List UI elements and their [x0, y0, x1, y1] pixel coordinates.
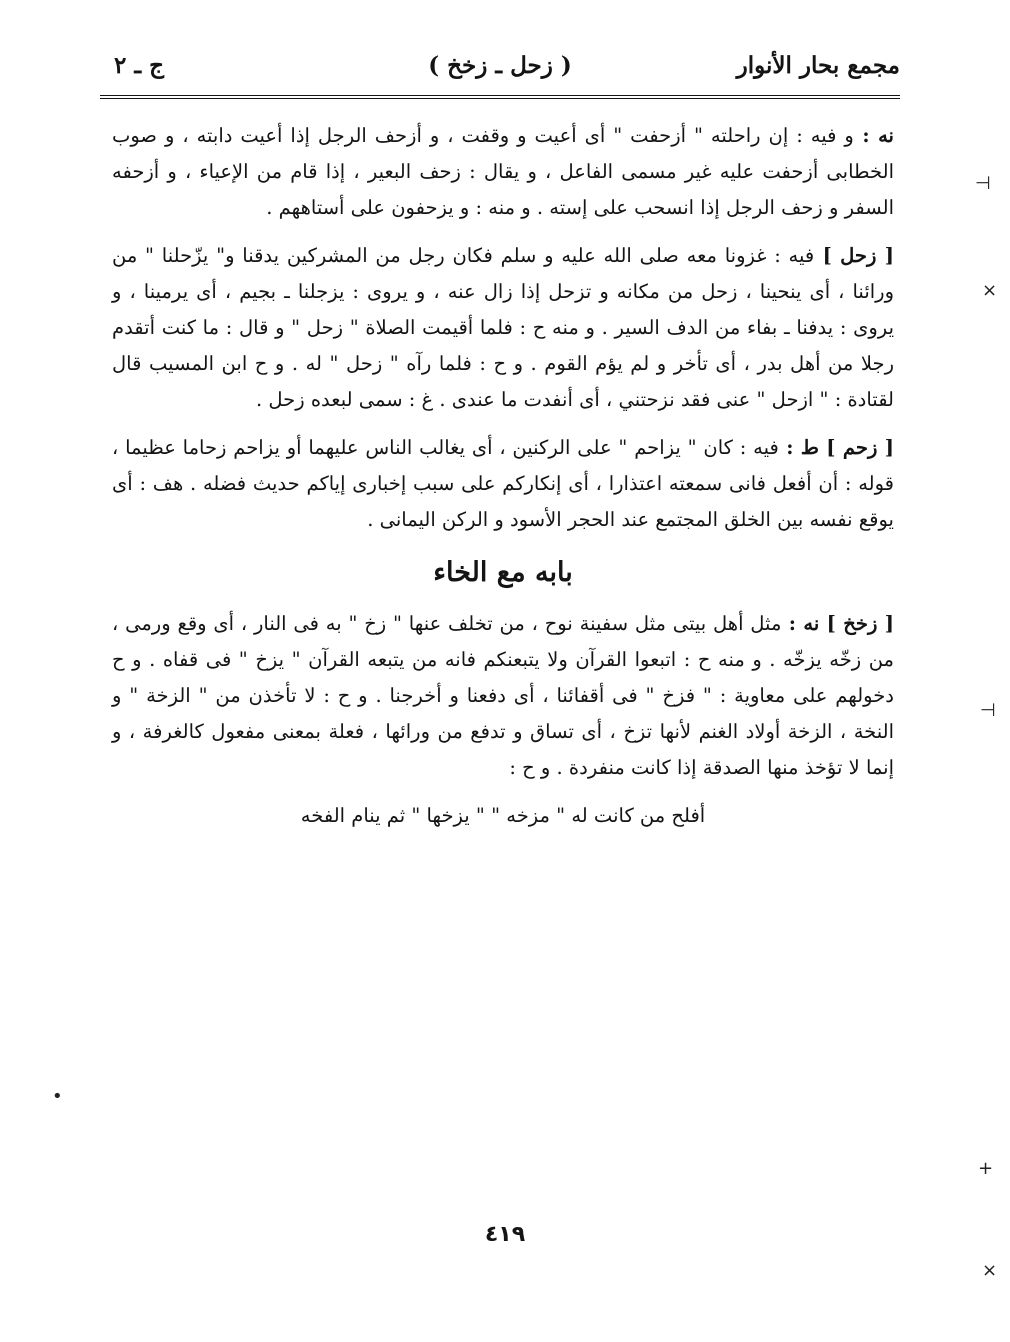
source-sigla: ط :	[778, 436, 819, 459]
source-sigla: نه :	[853, 124, 894, 147]
page-number: ٤١٩	[484, 1222, 526, 1247]
margin-mark: ⊣	[975, 173, 991, 194]
headword: [ زحل ]	[814, 244, 894, 267]
poetry-verse: أفلح من كانت له " مزخه " " يزخها " ثم ينام الفخه	[300, 804, 706, 827]
headword: [ زحم ]	[818, 436, 894, 459]
headword: [ زخخ ]	[819, 612, 894, 635]
entry-zahm	[112, 430, 894, 538]
header-rule	[100, 95, 900, 99]
margin-mark: ×	[982, 1260, 998, 1281]
source-sigla: نه :	[781, 612, 820, 635]
volume-label: ج ـ ٢	[114, 52, 164, 79]
entry-text: فيه : كان " يزاحم " على الركنين ، أى يغالب الناس عليهما أو يزاحم زحاما عظيما ، قوله : أن أفعل فانى سمعته اعتذارا ، أى إنكاركم على سبب إخبارى إياكم حديث فضله . هف : أى يوقع نفسه بين الخلق المجتمع عند الحجر الأسود و الركن اليمانى .	[112, 436, 894, 531]
running-header	[100, 52, 900, 92]
margin-mark: •	[52, 1086, 63, 1107]
chapter-subheading: بابه مع الخاء	[433, 557, 573, 588]
entry-text: مثل أهل بيتى مثل سفينة نوح ، من تخلف عنها " زخ " به فى النار ، أى وقع ورمى ، من زخّه يزخّه . و منه ح : اتبعوا القرآن ولا يتبعنكم فانه من يتبعه القرآن " يزخ " فى قفاه . و ح دخولهم على معاوية : " فزخ " فى أقفائنا ، أى دفعنا و أخرجنا . و ح : لا تأخذن من " الزخة " و النخة ، الزخة أولاد الغنم لأنها تزخ ، أى تساق و تدفع من ورائها ، فعلة بمعنى مفعول كالغرفة ، و إنما لا تؤخذ منها الصدقة إذا كانت منفردة . و ح :	[112, 612, 894, 779]
margin-mark: ⊣	[980, 700, 996, 721]
entry-text: و فيه : إن راحلته " أزحفت " أى أعيت و وقفت ، و أزحف الرجل إذا أعيت دابته ، و صوب الخطابى أزحفت عليه غير مسمى الفاعل ، و يقال : زحف البعير ، إذا قام من الإعياء ، و أزحفه السفر و زحف الرجل إذا انسحب على إسته . و منه : و يزحفون على أستاههم .	[112, 124, 894, 219]
section-range: ( زحل ـ زخخ )	[428, 52, 572, 79]
entry-zakhkh	[112, 606, 894, 786]
book-title: مجمع بحار الأنوار	[736, 52, 900, 79]
entry-zahf	[112, 118, 894, 226]
margin-mark: ×	[982, 280, 998, 301]
entry-zahl	[112, 238, 894, 418]
entry-text: فيه : غزونا معه صلى الله عليه و سلم فكان رجل من المشركين يدقنا و" يزّحلنا " من ورائنا ، أى ينحينا ، زحل من مكانه و تزحل إذا زال عنه ، و يروى : يزجلنا ـ بجيم ، أى يرمينا ، و يروى : يدفنا ـ بفاء من الدف السير . و منه ح : فلما أقيمت الصلاة " زحل " و قال : ما كنت أتقدم رجلا من أهل بدر ، أى تأخر و لم يؤم القوم . و ح : فلما رآه " زحل " له . و ح ابن المسيب قال لقتادة : " ازحل " عنى فقد نزحتني ، أى أنفدت ما عندى . غ : سمى لبعده زحل .	[112, 244, 894, 411]
page-body	[112, 118, 894, 834]
margin-mark: +	[978, 1158, 994, 1179]
